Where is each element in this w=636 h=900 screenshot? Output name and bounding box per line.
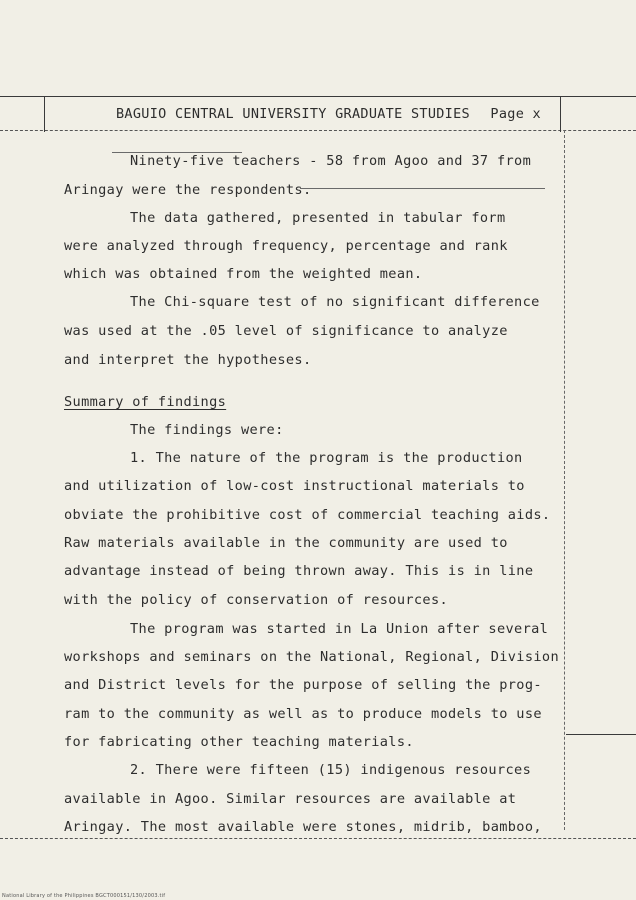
finding-line: workshops and seminars on the National, Regional, Division bbox=[64, 649, 559, 665]
body-line: Aringay were the respondents. bbox=[64, 182, 312, 198]
right-edge-dashes bbox=[564, 130, 565, 830]
page-header bbox=[116, 106, 576, 122]
university-title: BAGUIO CENTRAL UNIVERSITY GRADUATE STUDIES bbox=[116, 106, 470, 122]
finding-line: 1. The nature of the program is the production bbox=[130, 450, 523, 466]
finding-line: advantage instead of being thrown away. This is in line bbox=[64, 563, 534, 579]
finding-line: The findings were: bbox=[130, 422, 284, 438]
finding-line: and District levels for the purpose of selling the prog- bbox=[64, 677, 542, 693]
body-line: The Chi-square test of no significant difference bbox=[130, 294, 540, 310]
finding-line: obviate the prohibitive cost of commercial teaching aids. bbox=[64, 507, 551, 523]
typewriter-overstrike bbox=[112, 152, 242, 153]
finding-line: Aringay. The most available were stones, midrib, bamboo, bbox=[64, 819, 542, 835]
finding-line: for fabricating other teaching materials. bbox=[64, 734, 414, 750]
left-margin-line bbox=[44, 96, 45, 132]
typewriter-overstrike bbox=[300, 188, 545, 189]
bottom-border-rule bbox=[0, 838, 636, 839]
finding-line: 2. There were fifteen (15) indigenous resources bbox=[130, 762, 532, 778]
finding-line: and utilization of low-cost instructional materials to bbox=[64, 478, 525, 494]
finding-line: with the policy of conservation of resources. bbox=[64, 592, 449, 608]
body-line: was used at the .05 level of significance to analyze bbox=[64, 323, 508, 339]
body-line: Ninety-five teachers - 58 from Agoo and 37 from bbox=[130, 153, 532, 169]
body-line: and interpret the hypotheses. bbox=[64, 352, 312, 368]
body-line: The data gathered, presented in tabular form bbox=[130, 210, 506, 226]
body-line: which was obtained from the weighted mean. bbox=[64, 266, 423, 282]
finding-line: available in Agoo. Similar resources are available at bbox=[64, 791, 517, 807]
archive-footer: National Library of the Philippines BGCT000151/130/2003.tif bbox=[2, 893, 166, 899]
header-underline-rule bbox=[0, 130, 636, 131]
finding-line: Raw materials available in the community are used to bbox=[64, 535, 508, 551]
page-number-label: Page x bbox=[490, 106, 541, 122]
body-line: were analyzed through frequency, percentage and rank bbox=[64, 238, 508, 254]
top-border-rule bbox=[0, 96, 636, 97]
finding-line: The program was started in La Union after several bbox=[130, 621, 549, 637]
finding-line: ram to the community as well as to produce models to use bbox=[64, 706, 542, 722]
section-heading: Summary of findings bbox=[64, 394, 227, 410]
right-tick-mark bbox=[566, 734, 636, 735]
